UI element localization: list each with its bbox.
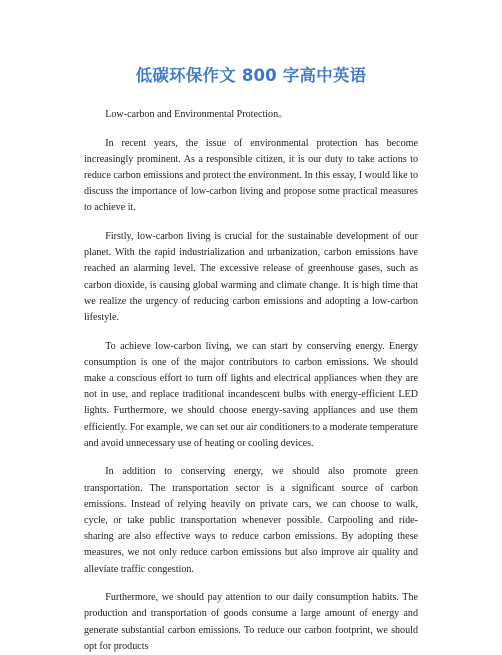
paragraph-1: In recent years, the issue of environmental protection has become increasingly prominent. As a responsible citizen, it is our duty to take actions to reduce carbon emissions and protect the environment. In this essay, I would like to discuss the importance of low-carbon living and propose some practical measures to achieve it. xyxy=(84,137,418,214)
paragraph-4: In addition to conserving energy, we should also promote green transportation. The transportation sector is a significant source of carbon emissions. Instead of relying heavily on private cars, we can choose to walk, cycle, or take public transportation whenever possible. Carpooling and ride-sharing are also effective ways to reduce carbon emissions. By adopting these measures, we not only reduce carbon emissions but also improve air quality and alleviate traffic congestion. xyxy=(84,466,418,575)
paragraph-2: Firstly, low-carbon living is crucial for the sustainable development of our planet. With the rapid industrialization and urbanization, carbon emissions have reached an alarming level. The excessive release of greenhouse gases, such as carbon dioxide, is causing global warming and climate change. It is high time that we realize the urgency of reducing carbon emissions and adopting a low-carbon lifestyle. xyxy=(84,231,418,324)
paragraph-5: Furthermore, we should pay attention to our daily consumption habits. The production and transportation of goods consume a large amount of energy and generate substantial carbon emissions. To reduce our carbon footprint, we should opt for products xyxy=(84,592,418,652)
document-title: 低碳环保作文 800 字高中英语 xyxy=(135,66,367,85)
document-body xyxy=(84,107,418,655)
paragraph-3: To achieve low-carbon living, we can start by conserving energy. Energy consumption is one of the major contributors to carbon emissions. We should make a conscious effort to turn off lights and electrical appliances when they are not in use, and replace traditional incandescent bulbs with energy-efficient LED lights. Furthermore, we should choose energy-saving appliances and use them efficiently. For example, we can set our air conditioners to a moderate temperature and avoid unnecessary use of heating or cooling devices. xyxy=(84,340,418,449)
essay-title: Low-carbon and Environmental Protection。 xyxy=(105,109,289,120)
